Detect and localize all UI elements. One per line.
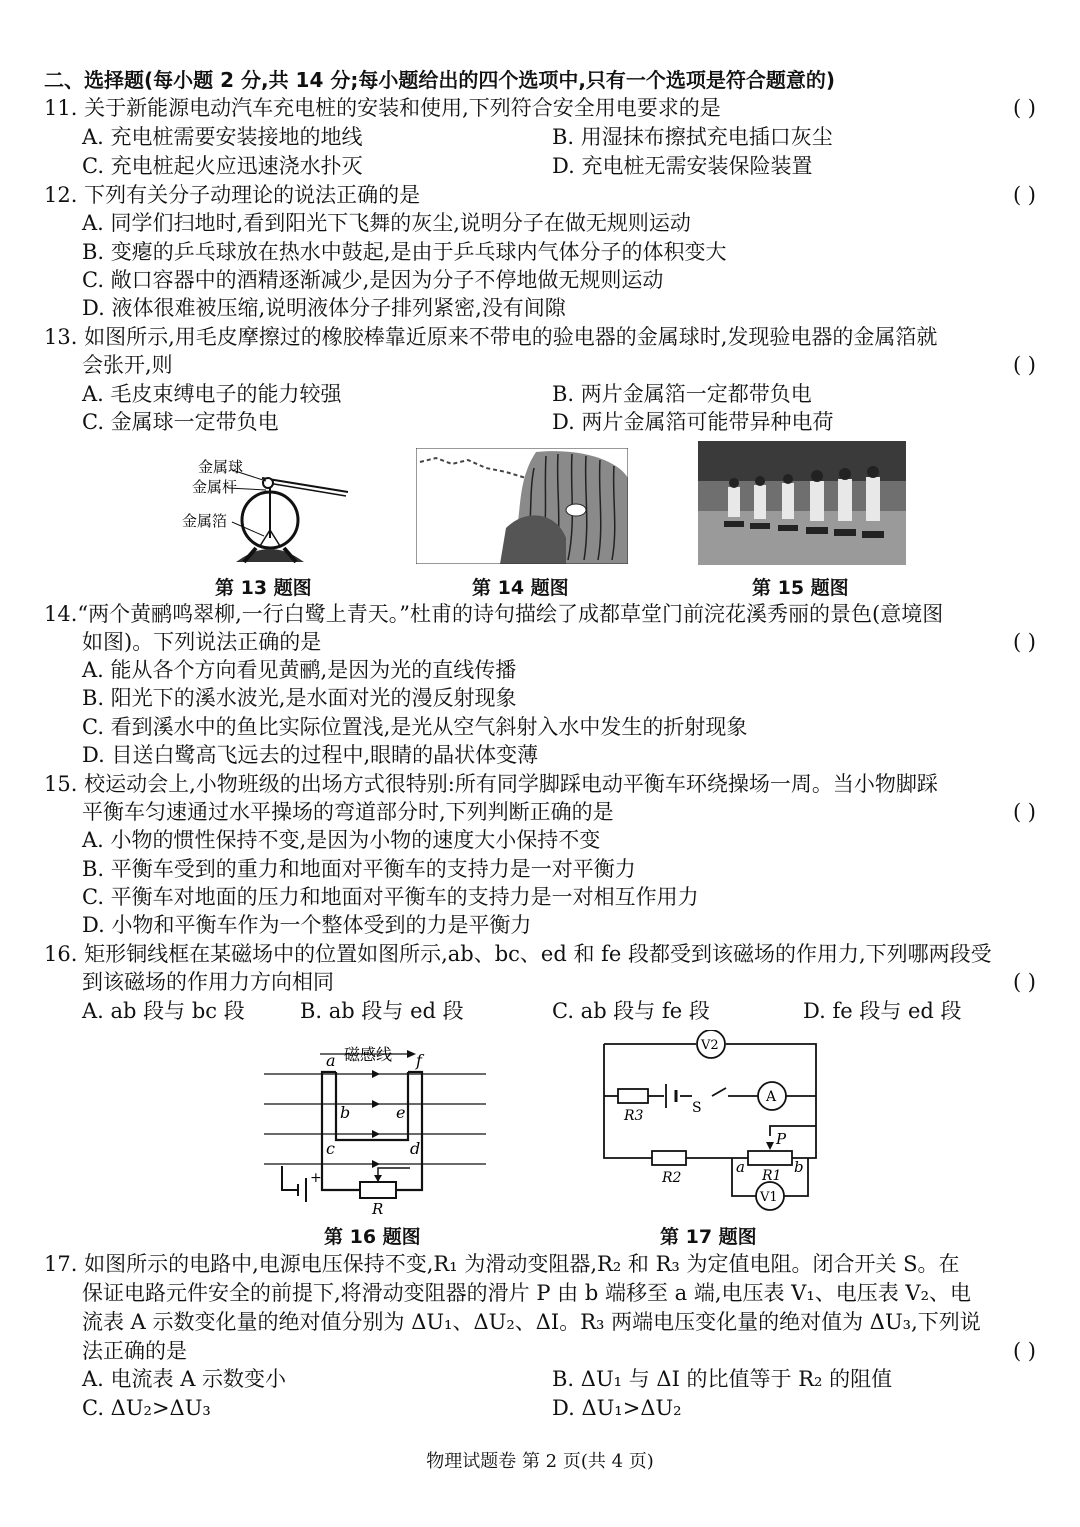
q17-option-c: C. ΔU₂>ΔU₃ (82, 1396, 211, 1420)
q16-option-d: D. fe 段与 ed 段 (803, 999, 962, 1023)
fig15-caption: 第 15 题图 (752, 577, 849, 599)
fig13-electroscope (170, 448, 360, 568)
fig16-label-e: e (396, 1103, 406, 1122)
q14-stem-line1: 14.“两个黄鹂鸣翠柳,一行白鹭上青天。”杜甫的诗句描绘了成都草堂门前浣花溪秀丽的景色(意境图 (44, 602, 944, 626)
fig15-balance-car-photo (698, 441, 906, 565)
q15-stem-line2: 平衡车匀速通过水平操场的弯道部分时,下列判断正确的是 (82, 800, 614, 824)
page-footer: 物理试题卷 第 2 页(共 4 页) (426, 1451, 654, 1472)
q17-answer-bracket: ( ) (1012, 1339, 1036, 1363)
fig16-title: 磁感线 (344, 1045, 393, 1064)
fig16-label-r: R (372, 1200, 384, 1218)
fig16-label-d: d (410, 1139, 421, 1158)
q16-option-a: A. ab 段与 bc 段 (82, 999, 245, 1023)
fig16-label-f: f (416, 1051, 422, 1070)
q12-option-c: C. 敞口容器中的酒精逐渐减少,是因为分子不停地做无规则运动 (82, 268, 664, 292)
fig14-caption: 第 14 题图 (472, 577, 569, 599)
fig16-magnetic-field-diagram (262, 1040, 494, 1220)
fig13-label-foil: 金属箔 (182, 512, 228, 530)
q12-option-a: A. 同学们扫地时,看到阳光下飞舞的灰尘,说明分子在做无规则运动 (82, 211, 691, 235)
fig17-label-v2: V2 (701, 1038, 719, 1053)
fig17-label-r1: R1 (762, 1168, 782, 1184)
q11-option-d: D. 充电桩无需安装保险装置 (552, 154, 813, 178)
q15-option-d: D. 小物和平衡车作为一个整体受到的力是平衡力 (82, 913, 532, 937)
q11-option-b: B. 用湿抹布擦拭充电插口灰尘 (552, 125, 833, 149)
fig16-label-b: b (340, 1103, 351, 1122)
q16-answer-bracket: ( ) (1012, 970, 1036, 994)
q17-stem-line4: 法正确的是 (82, 1339, 187, 1363)
q17-option-d: D. ΔU₁>ΔU₂ (552, 1396, 682, 1420)
q17-option-a: A. 电流表 A 示数变小 (82, 1367, 287, 1391)
fig17-circuit-diagram (596, 1030, 828, 1220)
q17-option-b: B. ΔU₁ 与 ΔI 的比值等于 R₂ 的阻值 (552, 1367, 893, 1391)
fig17-label-r3: R3 (624, 1108, 644, 1124)
q13-stem-line1: 13. 如图所示,用毛皮摩擦过的橡胶棒靠近原来不带电的验电器的金属球时,发现验电器的金属箔就 (44, 325, 938, 349)
q17-stem-line2: 保证电路元件安全的前提下,将滑动变阻器的滑片 P 由 b 端移至 a 端,电压表 V₁、电压表 V₂、电 (82, 1281, 972, 1305)
q12-stem: 12. 下列有关分子动理论的说法正确的是 (44, 183, 421, 207)
fig13-label-rod: 金属杆 (192, 478, 238, 496)
fig17-label-p: P (776, 1130, 787, 1148)
q15-option-c: C. 平衡车对地面的压力和地面对平衡车的支持力是一对相互作用力 (82, 885, 699, 909)
section-title: 二、选择题(每小题 2 分,共 14 分;每小题给出的四个选项中,只有一个选项是符合题意的) (44, 68, 836, 92)
q14-stem-line2: 如图)。下列说法正确的是 (82, 630, 322, 654)
q12-answer-bracket: ( ) (1012, 183, 1036, 207)
fig17-label-a: a (736, 1158, 745, 1176)
q16-option-b: B. ab 段与 ed 段 (300, 999, 464, 1023)
fig17-caption: 第 17 题图 (660, 1226, 757, 1248)
q11-option-a: A. 充电桩需要安装接地的地线 (82, 125, 363, 149)
q16-option-c: C. ab 段与 fe 段 (552, 999, 710, 1023)
q15-option-b: B. 平衡车受到的重力和地面对平衡车的支持力是一对平衡力 (82, 857, 636, 881)
fig17-label-r2: R2 (662, 1170, 682, 1186)
q13-stem-line2: 会张开,则 (82, 353, 173, 377)
q13-option-d: D. 两片金属箔可能带异种电荷 (552, 410, 834, 434)
q17-stem-line3: 流表 A 示数变化量的绝对值分别为 ΔU₁、ΔU₂、ΔI。R₃ 两端电压变化量的绝对值为 ΔU₃,下列说 (82, 1310, 981, 1334)
q11-stem: 11. 关于新能源电动汽车充电桩的安装和使用,下列符合安全用电要求的是 (44, 96, 721, 120)
q13-option-c: C. 金属球一定带负电 (82, 410, 279, 434)
q14-option-c: C. 看到溪水中的鱼比实际位置浅,是光从空气斜射入水中发生的折射现象 (82, 715, 748, 739)
q13-option-b: B. 两片金属箔一定都带负电 (552, 382, 812, 406)
q11-option-c: C. 充电桩起火应迅速浇水扑灭 (82, 154, 363, 178)
q12-option-d: D. 液体很难被压缩,说明液体分子排列紧密,没有间隙 (82, 296, 566, 320)
q14-option-d: D. 目送白鹭高飞远去的过程中,眼睛的晶状体变薄 (82, 743, 539, 767)
fig17-label-s: S (692, 1100, 702, 1116)
q11-answer-bracket: ( ) (1012, 96, 1036, 120)
q14-answer-bracket: ( ) (1012, 630, 1036, 654)
fig17-label-ammeter: A (766, 1089, 777, 1105)
fig17-label-b: b (794, 1158, 804, 1176)
q15-answer-bracket: ( ) (1012, 800, 1036, 824)
q16-stem-line1: 16. 矩形铜线框在某磁场中的位置如图所示,ab、bc、ed 和 fe 段都受到该磁场的作用力,下列哪两段受 (44, 942, 992, 966)
q13-answer-bracket: ( ) (1012, 353, 1036, 377)
q16-stem-line2: 到该磁场的作用力方向相同 (82, 970, 334, 994)
fig17-label-v1: V1 (760, 1190, 778, 1205)
q14-option-b: B. 阳光下的溪水波光,是水面对光的漫反射现象 (82, 686, 517, 710)
fig14-willow-egret-illustration (416, 448, 628, 564)
fig13-label-ball: 金属球 (198, 458, 244, 476)
q15-stem-line1: 15. 校运动会上,小物班级的出场方式很特别:所有同学脚踩电动平衡车环绕操场一周。当小物脚踩 (44, 772, 938, 796)
q12-option-b: B. 变瘪的乒乓球放在热水中鼓起,是由于乒乓球内气体分子的体积变大 (82, 240, 727, 264)
q13-option-a: A. 毛皮束缚电子的能力较强 (82, 382, 342, 406)
fig16-caption: 第 16 题图 (324, 1226, 421, 1248)
fig16-label-a: a (326, 1051, 336, 1070)
q15-option-a: A. 小物的惯性保持不变,是因为小物的速度大小保持不变 (82, 828, 601, 852)
fig13-caption: 第 13 题图 (215, 577, 312, 599)
q17-stem-line1: 17. 如图所示的电路中,电源电压保持不变,R₁ 为滑动变阻器,R₂ 和 R₃ 为定值电阻。闭合开关 S。在 (44, 1252, 960, 1276)
svg-text:+: + (310, 1170, 322, 1186)
fig16-label-c: c (326, 1139, 335, 1158)
q14-option-a: A. 能从各个方向看见黄鹂,是因为光的直线传播 (82, 658, 517, 682)
